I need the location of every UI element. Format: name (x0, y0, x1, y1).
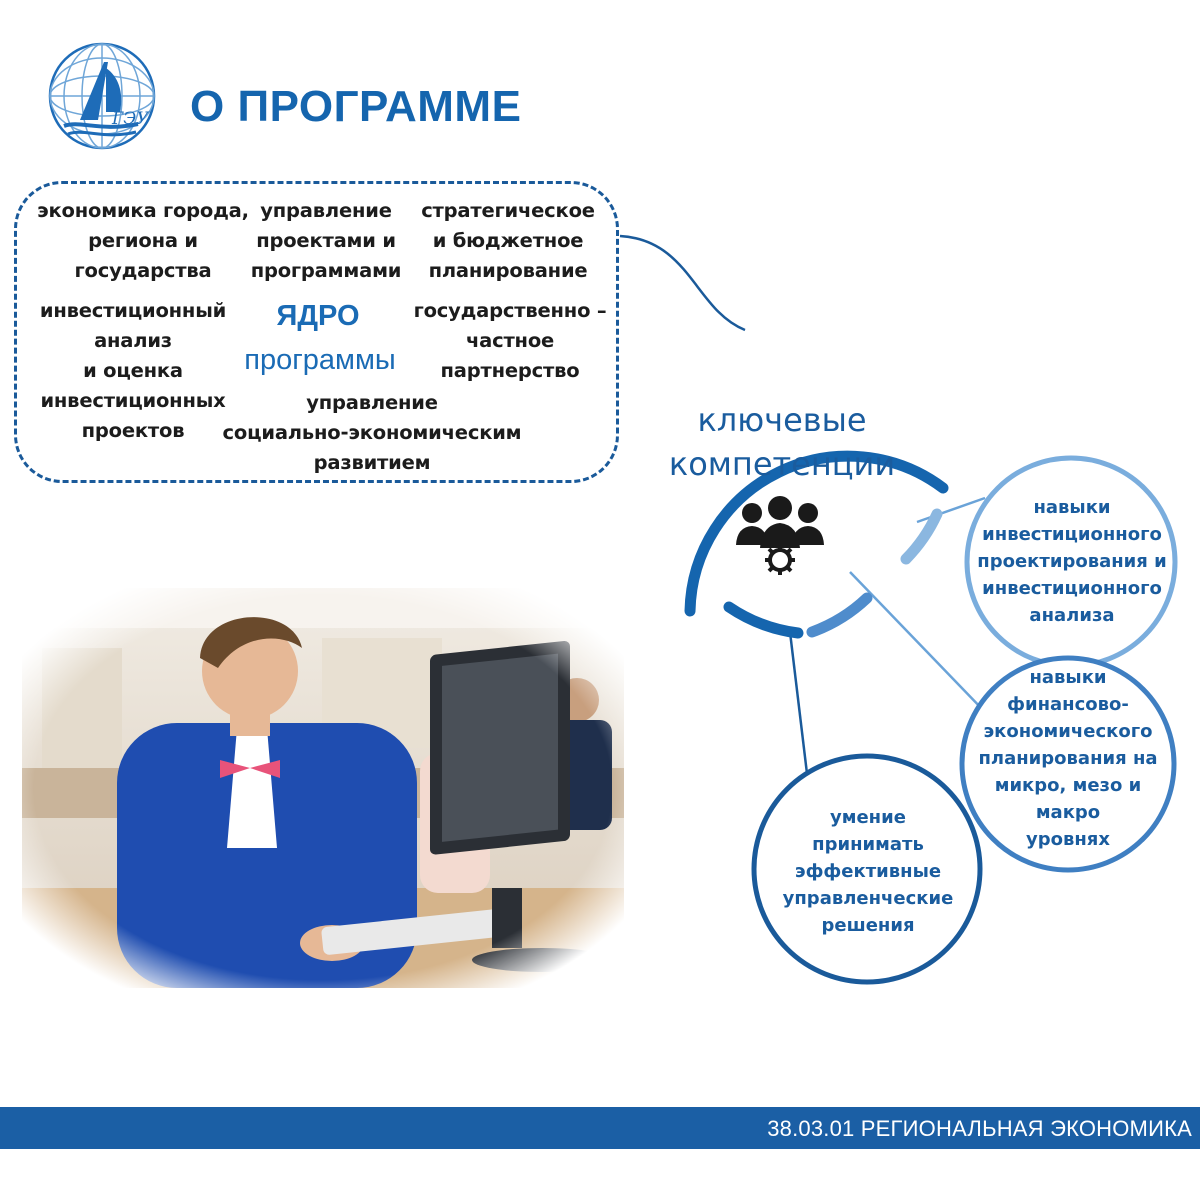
team-gear-icon (736, 496, 824, 575)
core-item-investment-analysis: инвестиционный анализ и оценка инвестиционных проектов (39, 299, 227, 442)
bubble-investment-skills: навыки инвестиционного проектирования и инвестиционного анализа (977, 497, 1167, 626)
core-item-public-private-partnership: государственно – частное партнерство (413, 299, 607, 382)
core-item-strategic-planning: стратегическое и бюджетное планирование (421, 199, 595, 282)
core-item-city-economy: экономика города, региона и государства (37, 199, 249, 282)
competency-ring-mid-arc (812, 598, 867, 632)
connector-line-decisions (790, 632, 808, 782)
competency-ring-bottom-arc (729, 607, 798, 633)
footer-program-code: 38.03.01 РЕГИОНАЛЬНАЯ ЭКОНОМИКА (767, 1116, 1192, 1141)
students-at-computers-photo (22, 588, 624, 988)
bubble-planning-skills: навыки финансово- экономического планирования на микро, мезо и макро уровнях (978, 667, 1158, 850)
competencies-title: ключевые компетенции (668, 401, 896, 483)
bubble-decision-skills: умение принимать эффективные управленческие решения (782, 807, 954, 936)
core-item-project-management: управление проектами и программами (250, 199, 402, 282)
logo-text: ГЭУ (112, 109, 149, 129)
page-title: О ПРОГРАММЕ (190, 82, 522, 131)
core-title: ЯДРО (276, 300, 360, 332)
core-subtitle: программы (244, 344, 396, 376)
core-connector-line (620, 236, 745, 330)
core-item-socioeconomic-development: управление социально-экономическим развитием (222, 391, 522, 474)
